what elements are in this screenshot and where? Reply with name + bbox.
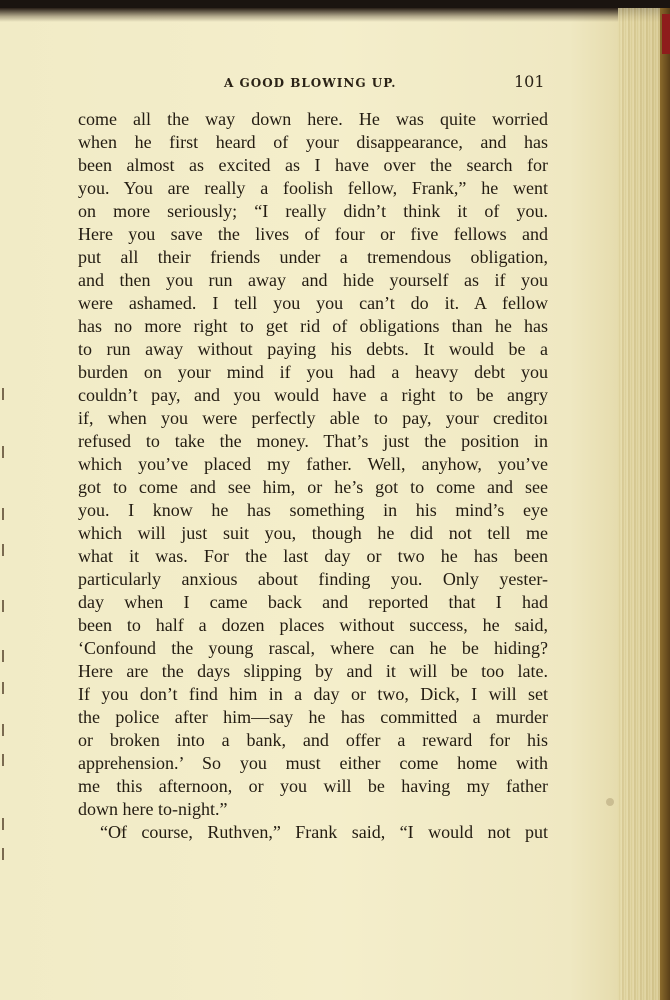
page-spot (606, 798, 614, 806)
text-line: the police after him—say he has committed a murder (78, 707, 548, 727)
text-line: apprehension.’ So you must either come home with (78, 753, 548, 773)
text-line: you. I know he has something in his mind’s eye (78, 500, 548, 520)
text-line: day when I came back and reported that I had (78, 592, 548, 612)
running-head: A GOOD BLOWING UP. (224, 76, 397, 90)
book-cover-edge (660, 8, 670, 1000)
text-line: refused to take the money. That’s just the position in (78, 431, 548, 451)
text-line: were ashamed. I tell you you can’t do it. A fellow (78, 293, 548, 313)
text-line: “Of course, Ruthven,” Frank said, “I would not put (100, 822, 548, 842)
text-line: down here to-night.” (78, 799, 228, 819)
text-line: If you don’t find him in a day or two, Dick, I will set (78, 684, 548, 704)
text-line: has no more right to get rid of obligations than he has (78, 316, 548, 336)
text-line: ‘Confound the young rascal, where can he be hiding? (78, 638, 548, 658)
text-line: if, when you were perfectly able to pay, your creditoı (78, 408, 548, 428)
text-line: me this afternoon, or you will be having my father (78, 776, 548, 796)
top-shadow (0, 8, 670, 22)
cover-red-strip (662, 14, 670, 54)
text-line: put all their friends under a tremendous obligation, (78, 247, 548, 267)
text-line: or broken into a bank, and offer a reward for his (78, 730, 548, 750)
text-line: Here you save the lives of four or five fellows and (78, 224, 548, 244)
page-number: 101 (514, 72, 545, 91)
text-line: particularly anxious about finding you. Only yester- (78, 569, 548, 589)
text-line: which you’ve placed my father. Well, anyhow, you’ve (78, 454, 548, 474)
text-line: got to come and see him, or he’s got to come and see (78, 477, 548, 497)
text-line: which will just suit you, though he did not tell me (78, 523, 548, 543)
text-line: what it was. For the last day or two he has been (78, 546, 548, 566)
body-text (78, 108, 548, 844)
text-line: when he first heard of your disappearance, and has (78, 132, 548, 152)
text-line: on more seriously; “I really didn’t think it of you. (78, 201, 548, 221)
text-line: burden on your mind if you had a heavy debt you (78, 362, 548, 382)
page-header (0, 66, 670, 96)
text-line: couldn’t pay, and you would have a right to be angry (78, 385, 548, 405)
text-line: and then you run away and hide yourself as if you (78, 270, 548, 290)
text-line: been almost as excited as I have over the search for (78, 155, 548, 175)
text-line: you. You are really a foolish fellow, Frank,” he went (78, 178, 548, 198)
text-line: been to half a dozen places without success, he said, (78, 615, 548, 635)
text-line: to run away without paying his debts. It would be a (78, 339, 548, 359)
text-line: Here are the days slipping by and it will be too late. (78, 661, 548, 681)
book-page (0, 8, 670, 1000)
left-margin-marks (2, 388, 8, 868)
text-line: come all the way down here. He was quite worried (78, 109, 548, 129)
